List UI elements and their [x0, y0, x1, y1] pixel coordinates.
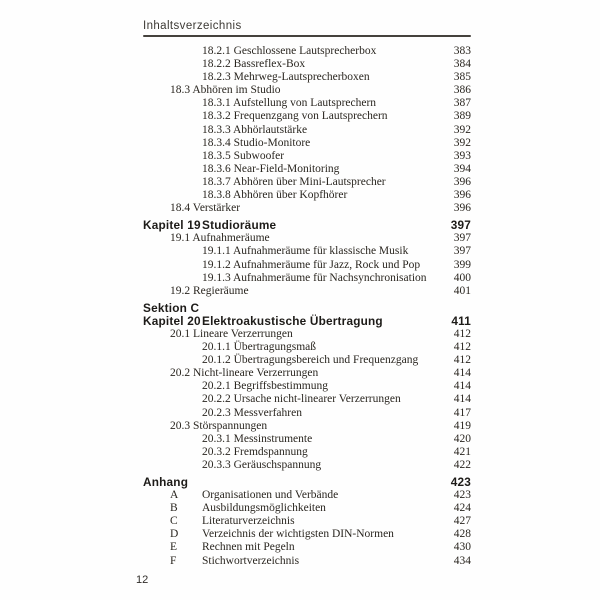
toc-entry-page: 424 [453, 502, 471, 515]
toc-entry-label: 20.2.2 Ursache nicht-linearer Verzerrungen [202, 393, 401, 406]
toc-entry-prefix: F [170, 554, 177, 567]
toc-row [143, 71, 471, 84]
toc-entry-page: 419 [453, 419, 471, 432]
toc-row [143, 341, 471, 354]
toc-entry-page: 396 [453, 175, 471, 188]
toc-entry-label: 18.3.2 Frequenzgang von Lautsprechern [202, 110, 388, 123]
toc-entry-page: 414 [453, 393, 471, 406]
toc-row [143, 45, 471, 58]
toc-row [143, 489, 471, 502]
toc-entry-label: 18.3.4 Studio-Monitore [202, 136, 311, 149]
toc-entry-page: 399 [453, 258, 471, 271]
toc-entry-page: 434 [453, 554, 471, 567]
running-head: Inhaltsverzeichnis [143, 20, 242, 32]
toc-entry-prefix: Kapitel 20 [143, 313, 201, 328]
toc-entry-label: 19.1.3 Aufnahmeräume für Nachsynchronisation [202, 271, 427, 284]
toc-entry-label: Studioräume [202, 218, 277, 233]
toc-entry-prefix: Anhang [143, 475, 189, 489]
toc-row [143, 272, 471, 285]
toc-entry-page: 384 [453, 58, 471, 71]
toc-entry-label: 20.1 Lineare Verzerrungen [170, 327, 293, 340]
toc-entry-prefix: A [170, 489, 179, 502]
toc-entry-page: 396 [453, 202, 471, 215]
toc-entry-page: 421 [453, 445, 471, 458]
toc-row [143, 110, 471, 123]
toc-entry-prefix: E [170, 541, 178, 554]
toc-entry-prefix: Kapitel 19 [143, 218, 201, 233]
toc-entry-page: 392 [453, 136, 471, 149]
toc-entry-label: 20.3 Störspannungen [170, 419, 268, 432]
toc-entry-label: 19.1.2 Aufnahmeräume für Jazz, Rock und Pop [202, 258, 421, 271]
toc-entry-page: 397 [453, 232, 471, 245]
toc-row [143, 124, 471, 137]
toc-entry-page: 389 [453, 110, 471, 123]
toc-entry-page: 412 [453, 341, 471, 354]
toc-row [143, 328, 471, 341]
toc-entry-label: 18.3 Abhören im Studio [170, 84, 281, 97]
toc-entry-page: 392 [453, 123, 471, 136]
toc-entry-prefix: D [170, 528, 179, 541]
toc-entry-page: 401 [453, 284, 471, 297]
toc-entry-page: 423 [453, 489, 471, 502]
toc-row [143, 476, 471, 489]
toc-entry-label: 18.3.8 Abhören über Kopfhörer [202, 189, 348, 202]
toc-row [143, 84, 471, 97]
toc-entry-label: 20.1.2 Übertragungsbereich und Frequenzgang [202, 354, 419, 367]
toc-row [143, 354, 471, 367]
toc-row [143, 446, 471, 459]
toc-entry-label: 20.3.3 Geräuschspannung [202, 458, 322, 471]
toc-entry-page: 396 [453, 189, 471, 202]
toc-entry-label: 20.2.3 Messverfahren [202, 406, 302, 419]
toc-entry-page: 420 [453, 432, 471, 445]
toc-row [143, 315, 471, 328]
toc-entry-page: 428 [453, 528, 471, 541]
toc-entry-label: 19.2 Regieräume [170, 284, 249, 297]
toc-row [143, 176, 471, 189]
toc-entry-label: 20.2.1 Begriffsbestimmung [202, 380, 328, 393]
toc-entry-label: 19.1.1 Aufnahmeräume für klassische Musik [202, 245, 409, 258]
toc-entry-prefix: Sektion C [143, 300, 200, 315]
toc-entry-page: 397 [453, 245, 471, 258]
toc-entry-page: 393 [453, 149, 471, 162]
toc-entry-prefix: B [170, 502, 178, 515]
toc-entry-page: 412 [453, 327, 471, 340]
toc-entry-page: 412 [453, 354, 471, 367]
toc-row [143, 302, 471, 315]
toc-row [143, 393, 471, 406]
toc-entry-label: Elektroakustische Übertragung [202, 313, 383, 328]
toc-entry-label: 18.3.7 Abhören über Mini-Lautsprecher [202, 175, 386, 188]
toc-entry-label: 18.3.5 Subwoofer [202, 149, 285, 162]
toc-entry-label: Stichwortverzeichnis [202, 554, 300, 567]
toc-entry-label: 18.2.3 Mehrweg-Lautsprecherboxen [202, 71, 370, 84]
toc-entry-label: 20.3.2 Fremdspannung [202, 445, 308, 458]
toc-entry-page: 414 [453, 380, 471, 393]
toc-row [143, 163, 471, 176]
toc-row [143, 259, 471, 272]
toc-row [143, 420, 471, 433]
toc-entry-page: 397 [450, 218, 471, 233]
toc-row [143, 189, 471, 202]
toc-entry-page: 423 [450, 475, 471, 489]
toc-entry-label: Ausbildungsmöglichkeiten [202, 502, 326, 515]
toc-entry-label: 18.3.1 Aufstellung von Lautsprechern [202, 97, 377, 110]
toc-row [143, 515, 471, 528]
header-rule [143, 35, 471, 37]
toc-entry-label: Verzeichnis der wichtigsten DIN-Normen [202, 528, 394, 541]
toc-row [143, 219, 471, 232]
toc-row [143, 459, 471, 472]
toc-row [143, 150, 471, 163]
toc-list [143, 45, 471, 568]
toc-entry-label: Literaturverzeichnis [202, 515, 295, 528]
toc-entry-label: 19.1 Aufnahmeräume [170, 232, 270, 245]
toc-row [143, 58, 471, 71]
toc-row [143, 285, 471, 298]
toc-entry-page: 430 [453, 541, 471, 554]
toc-row [143, 137, 471, 150]
toc-entry-label: 20.3.1 Messinstrumente [202, 432, 313, 445]
toc-entry-label: 20.2 Nicht-lineare Verzerrungen [170, 367, 319, 380]
toc-row [143, 245, 471, 258]
toc-row [143, 202, 471, 215]
toc-entry-label: 18.2.2 Bassreflex-Box [202, 58, 306, 71]
toc-entry-label: 18.4 Verstärker [170, 202, 241, 215]
toc-entry-page: 386 [453, 84, 471, 97]
toc-entry-page: 400 [453, 271, 471, 284]
toc-entry-page: 417 [453, 406, 471, 419]
toc-entry-label: 18.2.1 Geschlossene Lautsprecherbox [202, 45, 377, 57]
page-number: 12 [136, 574, 149, 586]
toc-entry-page: 427 [453, 515, 471, 528]
toc-row [143, 541, 471, 554]
toc-entry-prefix: C [170, 515, 178, 528]
toc-entry-label: Rechnen mit Pegeln [202, 541, 295, 554]
toc-row [143, 555, 471, 568]
toc-entry-label: 18.3.3 Abhörlautstärke [202, 123, 308, 136]
toc-row [143, 407, 471, 420]
toc-entry-page: 414 [453, 367, 471, 380]
toc-row [143, 97, 471, 110]
toc-entry-label: 18.3.6 Near-Field-Monitoring [202, 162, 340, 175]
toc-row [143, 433, 471, 446]
toc-entry-label: Organisationen und Verbände [202, 489, 339, 502]
toc-entry-page: 385 [453, 71, 471, 84]
toc-entry-page: 394 [453, 162, 471, 175]
toc-row [143, 528, 471, 541]
toc-entry-page: 387 [453, 97, 471, 110]
toc-row [143, 380, 471, 393]
toc-entry-page: 411 [451, 313, 471, 328]
toc-entry-label: 20.1.1 Übertragungsmaß [202, 341, 317, 354]
toc-row [143, 232, 471, 245]
toc-row [143, 502, 471, 515]
toc-entry-page: 422 [453, 458, 471, 471]
toc-row [143, 367, 471, 380]
toc-entry-page: 383 [453, 45, 471, 57]
